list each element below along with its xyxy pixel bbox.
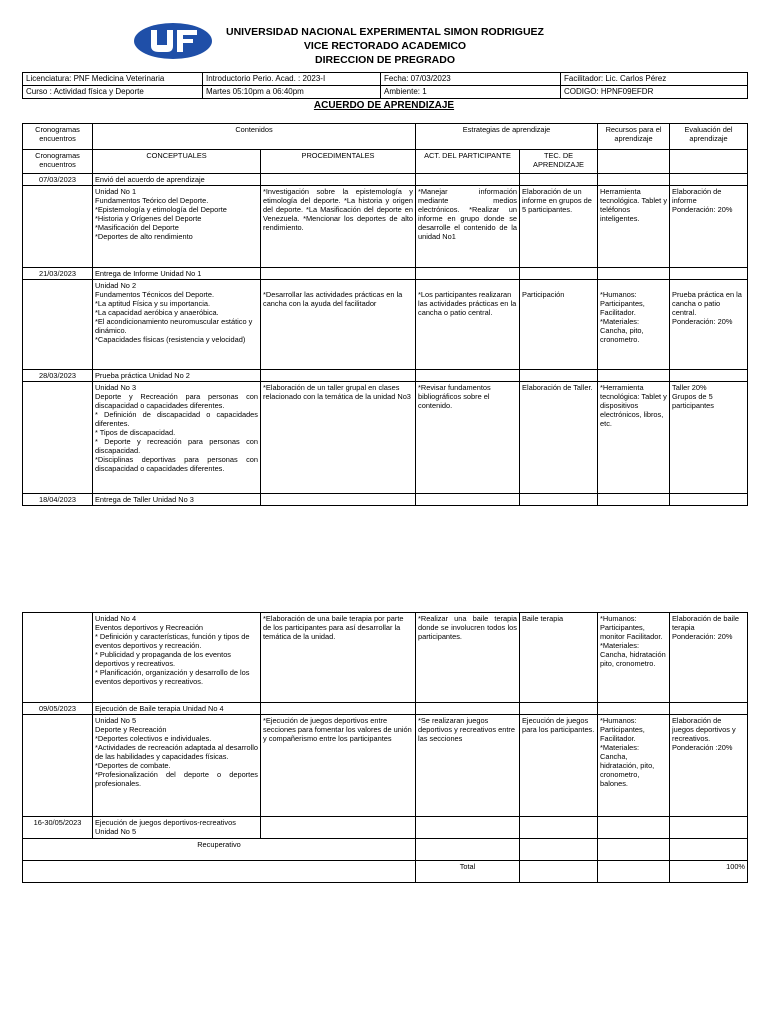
table-row bbox=[23, 174, 748, 186]
unit-1-recursos: Herramienta tecnológica. Tablet y teléfonos inteligentes. bbox=[598, 186, 670, 268]
learning-agreement-table-continued bbox=[22, 612, 748, 883]
table-row bbox=[23, 715, 748, 817]
unit-3-act: *Revisar fundamentos bibliográficos sobre el contenido. bbox=[416, 382, 520, 494]
table-row bbox=[23, 370, 748, 382]
horario: Martes 05:10pm a 06:40pm bbox=[203, 86, 381, 99]
header-contenidos: Contenidos bbox=[93, 124, 416, 150]
total-row bbox=[23, 861, 748, 883]
fecha: Fecha: 07/03/2023 bbox=[381, 73, 561, 86]
unit-2-act: *Los participantes realizaran las actividades prácticas en la cancha o patio central. bbox=[416, 280, 520, 370]
unit-1-tec: Elaboración de un informe en grupos de 5 participantes. bbox=[520, 186, 598, 268]
unit-5-act: *Se realizaran juegos deportivos y recreativos entre las secciones bbox=[416, 715, 520, 817]
header-procedimentales: PROCEDIMENTALES bbox=[261, 150, 416, 174]
header-recursos: Recursos para el aprendizaje bbox=[598, 124, 670, 150]
header-crono: Cronogramas encuentros bbox=[23, 124, 93, 150]
unit-1-evaluacion: Elaboración de informe Ponderación: 20% bbox=[670, 186, 748, 268]
header-tec: TEC. DE APRENDIZAJE bbox=[520, 150, 598, 174]
table-row bbox=[23, 382, 748, 494]
table-row bbox=[23, 494, 748, 506]
introductorio: Introductorio Perio. Acad. : 2023-I bbox=[203, 73, 381, 86]
unit-4-act: *Realizar una baile terapia donde se involucren todos los participantes. bbox=[416, 613, 520, 703]
facilitador: Facilitador: Lic. Carlos Pérez bbox=[561, 73, 748, 86]
row-date: 07/03/2023 bbox=[23, 174, 93, 186]
row-text: Ejecución de juegos deportivos-recreativos Unidad No 5 bbox=[93, 817, 261, 839]
curso: Curso : Actividad física y Deporte bbox=[23, 86, 203, 99]
unit-5-conceptuales: Unidad No 5 Deporte y Recreación *Deportes colectivos e individuales. *Actividades de recreación adaptada al desarrollo de las habilidades y capacidades físicas. *Deportes de combate. *Profesionalización del deporte o deportes profesionales. bbox=[93, 715, 261, 817]
page-title: ACUERDO DE APRENDIZAJE bbox=[313, 100, 455, 111]
row-text: Entrega de Taller Unidad No 3 bbox=[93, 494, 261, 506]
recuperativo-label: Recuperativo bbox=[23, 839, 416, 861]
row-date: 18/04/2023 bbox=[23, 494, 93, 506]
unit-3-conceptuales: Unidad No 3 Deporte y Recreación para personas con discapacidad o capacidades diferentes. * Definición de discapacidad o capacidades diferentes. * Tipos de discapacidad. * Deporte y recreación para personas con discapacidad. *Disciplinas deportivas para personas con discapacidad o capacidades diferentes. bbox=[93, 382, 261, 494]
university-name: UNIVERSIDAD NACIONAL EXPERIMENTAL SIMON RODRIGUEZ bbox=[226, 26, 544, 38]
unit-4-recursos: *Humanos: Participantes, monitor Facilitador. *Materiales: Cancha, hidratación pito, cronometro. bbox=[598, 613, 670, 703]
unit-2-procedimentales: *Desarrollar las actividades prácticas en la cancha con la ayuda del facilitador bbox=[261, 280, 416, 370]
course-info-table bbox=[22, 72, 748, 99]
unit-2-evaluacion: Prueba práctica en la cancha o patio central. Ponderación: 20% bbox=[670, 280, 748, 370]
unit-5-recursos: *Humanos: Participantes, Facilitador. *Materiales: Cancha, hidratación, pito, cronometro, balones. bbox=[598, 715, 670, 817]
direccion: DIRECCION DE PREGRADO bbox=[314, 54, 455, 66]
table-row bbox=[23, 268, 748, 280]
table-row bbox=[23, 280, 748, 370]
unit-3-procedimentales: *Elaboración de un taller grupal en clases relacionado con la temática de la unidad No3 bbox=[261, 382, 416, 494]
unit-2-recursos: *Humanos: Participantes, Facilitador. *Materiales: Cancha, pito, cronometro. bbox=[598, 280, 670, 370]
unit-3-recursos: *Herramienta tecnológica: Tablet y dispositivos electrónicos, libros, etc. bbox=[598, 382, 670, 494]
row-date: 09/05/2023 bbox=[23, 703, 93, 715]
row-text: Entrega de Informe Unidad No 1 bbox=[93, 268, 261, 280]
row-date: 21/03/2023 bbox=[23, 268, 93, 280]
ambiente: Ambiente: 1 bbox=[381, 86, 561, 99]
licenciatura: Licenciatura: PNF Medicina Veterinaria bbox=[23, 73, 203, 86]
row-text: Envió del acuerdo de aprendizaje bbox=[93, 174, 261, 186]
codigo: CODIGO: HPNF09EFDR bbox=[561, 86, 748, 99]
unit-5-evaluacion: Elaboración de juegos deportivos y recreativos. Ponderación :20% bbox=[670, 715, 748, 817]
unit-1-procedimentales: *Investigación sobre la epistemología y etimología del deporte. *La historia y origen del deporte. *La Masificación del deporte en Venezuela. *Mencionar los deportes de alto rendimiento. bbox=[261, 186, 416, 268]
vice-rectorado: VICE RECTORADO ACADEMICO bbox=[303, 40, 467, 52]
unit-4-procedimentales: *Elaboración de una baile terapia por parte de los participantes para así desarrollar la temática de la unidad. bbox=[261, 613, 416, 703]
header-act: ACT. DEL PARTICIPANTE bbox=[416, 150, 520, 174]
unit-3-tec: Elaboración de Taller. bbox=[520, 382, 598, 494]
table-row bbox=[23, 186, 748, 268]
row-date: 28/03/2023 bbox=[23, 370, 93, 382]
unit-2-conceptuales: Unidad No 2 Fundamentos Técnicos del Deporte. *La aptitud Física y su importancia. *La capacidad aeróbica y anaeróbica. *El acondicionamiento neuromuscular estático y dinámico. *Capacidades físicas (resistencia y velocidad) bbox=[93, 280, 261, 370]
header-crono-2: Cronogramas encuentros bbox=[23, 150, 93, 174]
row-date: 16-30/05/2023 bbox=[23, 817, 93, 839]
unit-3-evaluacion: Taller 20% Grupos de 5 participantes bbox=[670, 382, 748, 494]
header-evaluacion: Evaluación del aprendizaje bbox=[670, 124, 748, 150]
unit-1-act: *Manejar información mediante medios electrónicos. *Realizar un informe en grupo donde se desarrolle el contenido de la unidad No1 bbox=[416, 186, 520, 268]
unit-5-tec: Ejecución de juegos para los participantes. bbox=[520, 715, 598, 817]
row-text: Ejecución de Baile terapia Unidad No 4 bbox=[93, 703, 261, 715]
total-label: Total bbox=[416, 861, 520, 883]
table-row bbox=[23, 703, 748, 715]
learning-agreement-table bbox=[22, 123, 748, 506]
table-row bbox=[23, 839, 748, 861]
unit-4-conceptuales: Unidad No 4 Eventos deportivos y Recreación * Definición y características, función y tipos de eventos deportivos y recreación. * Publicidad y propaganda de los eventos deportivos y recreativos. * Planificación, organización y desarrollo de los eventos deportivos y recreativos. bbox=[93, 613, 261, 703]
unit-4-evaluacion: Elaboración de baile terapia Ponderación: 20% bbox=[670, 613, 748, 703]
table-row bbox=[23, 613, 748, 703]
unit-2-tec: Participación bbox=[520, 280, 598, 370]
unit-5-procedimentales: *Ejecución de juegos deportivos entre secciones para fomentar los valores de unión y compañerismo entre los participantes bbox=[261, 715, 416, 817]
unit-1-conceptuales: Unidad No 1 Fundamentos Teórico del Deporte. *Epistemología y etimología del Deporte *Historia y Orígenes del Deporte *Masificación del Deporte *Deportes de alto rendimiento bbox=[93, 186, 261, 268]
table-row bbox=[23, 817, 748, 839]
unit-4-tec: Baile terapia bbox=[520, 613, 598, 703]
header-conceptuales: CONCEPTUALES bbox=[93, 150, 261, 174]
header-estrategias: Estrategias de aprendizaje bbox=[416, 124, 598, 150]
total-value: 100% bbox=[670, 861, 748, 883]
row-text: Prueba práctica Unidad No 2 bbox=[93, 370, 261, 382]
